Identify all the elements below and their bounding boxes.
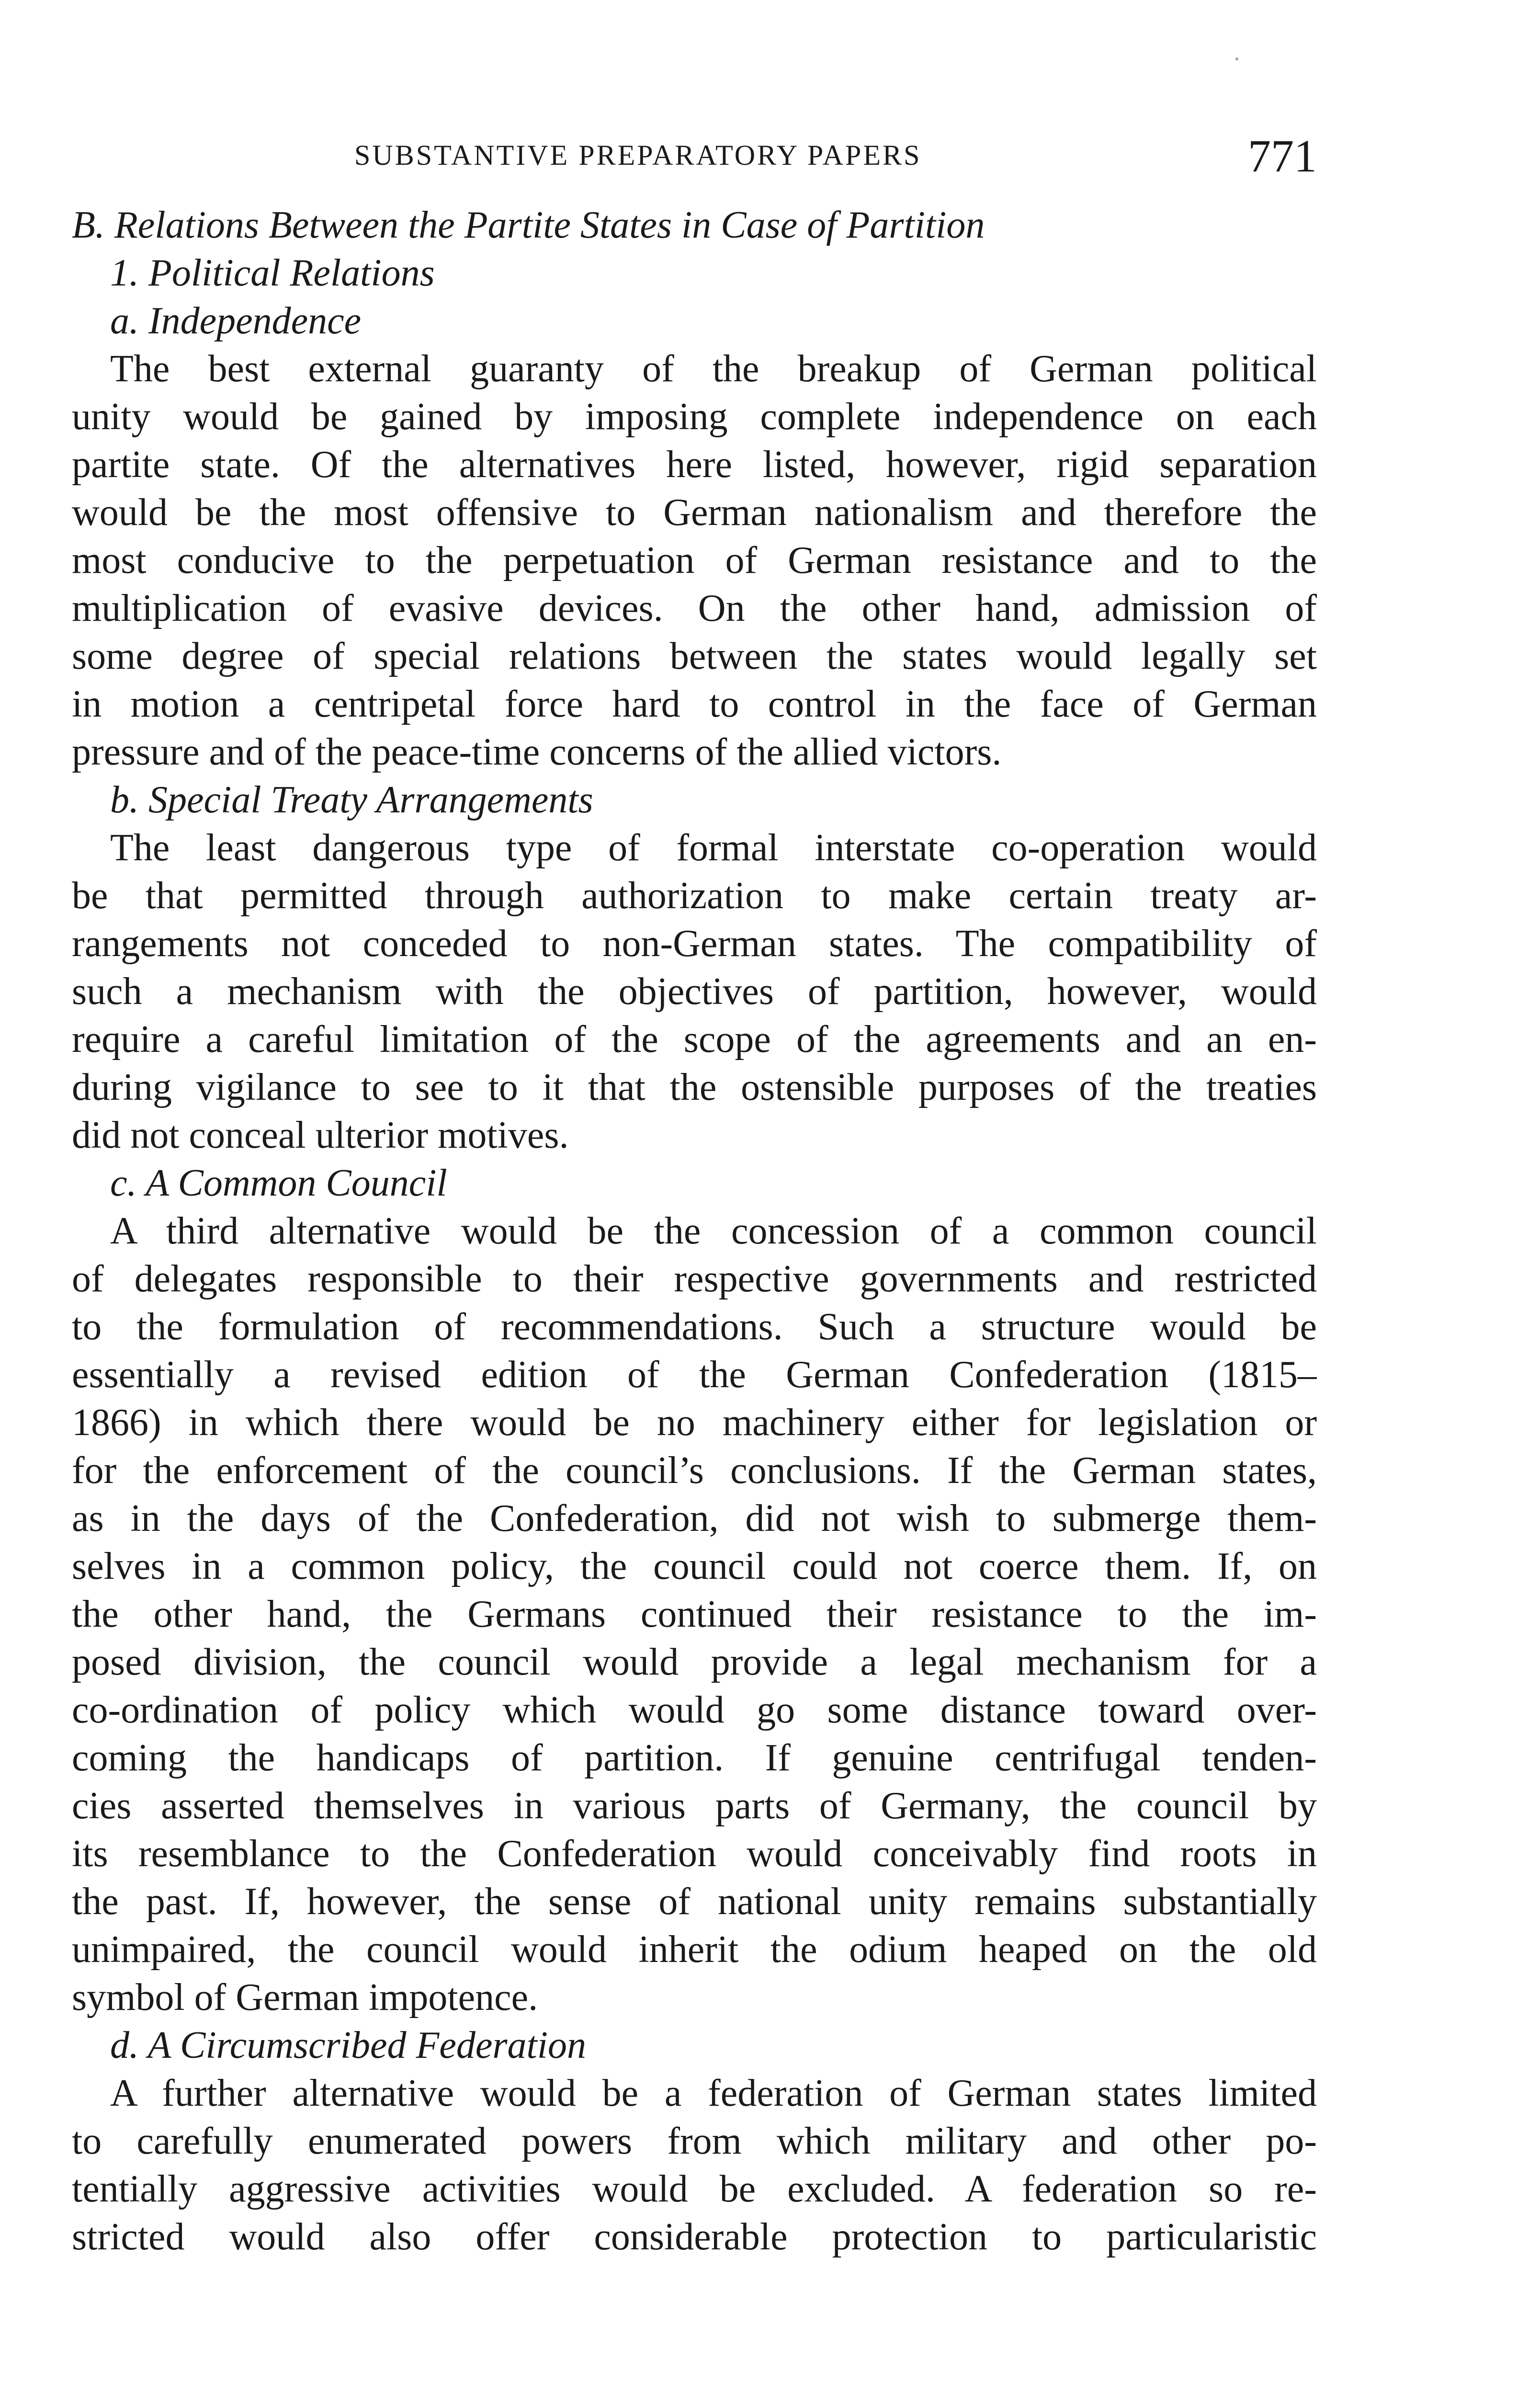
paragraph-line: the other hand, the Germans continued their resistance to the im- xyxy=(72,1593,1317,1635)
scan-speck xyxy=(1235,57,1238,60)
paragraph-special-treaty xyxy=(72,824,1317,1159)
paragraph-common-council xyxy=(72,1207,1317,2021)
paragraph-line: of delegates responsible to their respective governments and restricted xyxy=(72,1258,1317,1300)
subsection-heading-common-council: c. A Common Council xyxy=(110,1162,447,1204)
paragraph-line: would be the most offensive to German nationalism and therefore the xyxy=(72,491,1317,534)
paragraph-line: A further alternative would be a federation of German states limited xyxy=(110,2072,1317,2114)
paragraph-line: to the formulation of recommendations. Such a structure would be xyxy=(72,1306,1317,1348)
paragraph-line: be that permitted through authorization to make certain treaty ar- xyxy=(72,875,1317,917)
paragraph-line: unity would be gained by imposing complete independence on each xyxy=(72,396,1317,438)
paragraph-line: tentially aggressive activities would be excluded. A federation so re- xyxy=(72,2168,1317,2210)
paragraph-line: for the enforcement of the council’s conclusions. If the German states, xyxy=(72,1449,1317,1492)
paragraph-line: during vigilance to see to it that the ostensible purposes of the treaties xyxy=(72,1066,1317,1108)
paragraph-independence xyxy=(72,345,1317,776)
body-text xyxy=(72,201,1317,2261)
running-header xyxy=(72,129,1317,187)
paragraph-line: such a mechanism with the objectives of partition, however, would xyxy=(72,970,1317,1013)
running-header-title: SUBSTANTIVE PREPARATORY PAPERS xyxy=(354,139,922,171)
paragraph-line: 1866) in which there would be no machinery either for legislation or xyxy=(72,1402,1317,1444)
paragraph-line: to carefully enumerated powers from which military and other po- xyxy=(72,2120,1317,2162)
paragraph-line: cies asserted themselves in various parts of Germany, the council by xyxy=(72,1785,1317,1827)
subsection-heading-circumscribed-federation: d. A Circumscribed Federation xyxy=(110,2024,586,2066)
paragraph-circumscribed-federation xyxy=(72,2069,1317,2261)
paragraph-line: The best external guaranty of the breakup of German political xyxy=(110,348,1317,390)
paragraph-line: co-ordination of policy which would go some distance toward over- xyxy=(72,1689,1317,1731)
paragraph-line: essentially a revised edition of the German Confederation (1815– xyxy=(72,1354,1317,1396)
subsection-heading-independence: a. Independence xyxy=(110,300,362,342)
paragraph-line: its resemblance to the Confederation would conceivably find roots in xyxy=(72,1833,1317,1875)
paragraph-line: multiplication of evasive devices. On the other hand, admission of xyxy=(72,587,1317,629)
paragraph-line: rangements not conceded to non-German states. The compatibility of xyxy=(72,923,1317,965)
paragraph-line: coming the handicaps of partition. If genuine centrifugal tenden- xyxy=(72,1737,1317,1779)
paragraph-line: The least dangerous type of formal interstate co-operation would xyxy=(110,827,1317,869)
subsection-heading-political-relations: 1. Political Relations xyxy=(110,252,435,294)
paragraph-line: as in the days of the Confederation, did not wish to submerge them- xyxy=(72,1497,1317,1540)
paragraph-line: pressure and of the peace-time concerns of the allied victors. xyxy=(72,731,1002,773)
paragraph-line: most conducive to the perpetuation of German resistance and to the xyxy=(72,539,1317,582)
paragraph-line: require a careful limitation of the scope of the agreements and an en- xyxy=(72,1018,1317,1061)
paragraph-line: A third alternative would be the concession of a common council xyxy=(110,1210,1317,1252)
section-heading-b: B. Relations Between the Partite States in Case of Partition xyxy=(72,204,985,246)
paragraph-line: did not conceal ulterior motives. xyxy=(72,1114,569,1156)
paragraph-line: unimpaired, the council would inherit the odium heaped on the old xyxy=(72,1928,1317,1971)
paragraph-line: in motion a centripetal force hard to control in the face of German xyxy=(72,683,1317,725)
paragraph-line: partite state. Of the alternatives here listed, however, rigid separation xyxy=(72,444,1317,486)
paragraph-line: some degree of special relations between the states would legally set xyxy=(72,635,1317,677)
paragraph-line: posed division, the council would provide a legal mechanism for a xyxy=(72,1641,1317,1683)
page-number: 771 xyxy=(1248,130,1317,182)
paragraph-line: the past. If, however, the sense of national unity remains substantially xyxy=(72,1881,1317,1923)
paragraph-line: symbol of German impotence. xyxy=(72,1976,538,2019)
paragraph-line: stricted would also offer considerable protection to particularistic xyxy=(72,2216,1317,2258)
subsection-heading-special-treaty: b. Special Treaty Arrangements xyxy=(110,779,593,821)
paragraph-line: selves in a common policy, the council could not coerce them. If, on xyxy=(72,1545,1317,1587)
